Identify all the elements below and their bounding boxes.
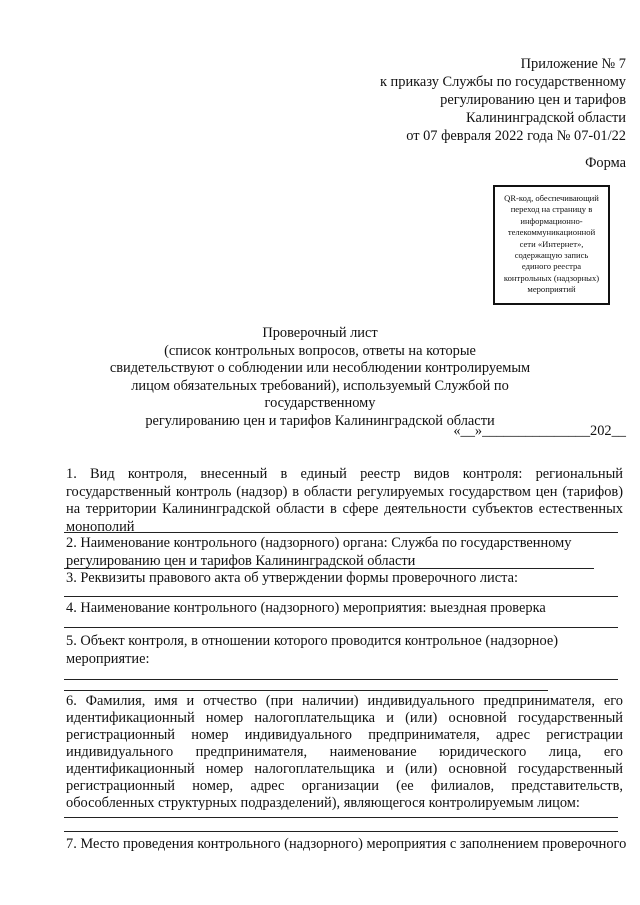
separator-line (64, 532, 618, 533)
title-line-4: лицом обязательных требований), используемый Службой по государственному (131, 377, 509, 411)
header-region: Калининградской области (466, 110, 626, 126)
title-line-3: свидетельствуют о соблюдении или несоблюдении контролируемым (109, 360, 531, 376)
form-label: Форма (585, 155, 626, 171)
header-order-line-2: регулированию цен и тарифов (440, 92, 626, 108)
appendix-header (380, 55, 626, 145)
item-7-event-place: 7. Место проведения контрольного (надзорного) мероприятия с заполнением проверочного (66, 836, 627, 852)
item-4-event-name: 4. Наименование контрольного (надзорного) мероприятия: выездная проверка (66, 600, 546, 616)
separator-line (64, 568, 594, 569)
title-line-5: регулированию цен и тарифов Калининградской области (145, 412, 495, 429)
fill-line[interactable] (64, 817, 618, 818)
qr-code-placeholder (493, 185, 610, 305)
header-order-line: к приказу Службы по государственному (379, 74, 626, 90)
fill-line[interactable] (64, 679, 618, 680)
item-2-control-body: 2. Наименование контрольного (надзорного) органа: Служба по государственному регулированию цен и тарифов Калининградской области (66, 535, 572, 569)
item-6-controlled-person: 6. Фамилия, имя и отчество (при наличии) индивидуального предпринимателя, его идентификационный номер налогоплательщика и (или) основной государственный регистрационный номер индивидуального предпринимателя, адрес регистрации индивидуального предпринимателя, наименование юридического лица, его идентификационный номер налогоплательщика и (или) основной государственный регистрационный номер, адрес организации (ее филиалов, представительств, обособленных структурных подразделений), являющегося контролируемым лицом: (66, 693, 623, 811)
fill-line[interactable] (64, 596, 618, 597)
separator-line (64, 627, 618, 628)
title-main: Проверочный лист (262, 325, 378, 341)
header-order-date: от 07 февраля 2022 года № 07-01/22 (406, 128, 626, 144)
date-field[interactable]: «__»_______________202__ (453, 423, 626, 439)
qr-code-caption: QR-код, обеспечивающий переход на страницу в информационно-телекоммуникационной сети «Интернет», содержащую запись единого реестра контрольных (надзорных) мероприятий (503, 193, 600, 295)
item-1-control-type: 1. Вид контроля, внесенный в единый реестр видов контроля: региональный государственный контроль (надзор) в области регулируемых государством цен (тарифов) на территории Калининградской области в сфере деятельности субъектов естественных монополий (66, 466, 623, 535)
item-3-legal-act: 3. Реквизиты правового акта об утверждении формы проверочного листа: (66, 570, 518, 586)
item-5-control-object: 5. Объект контроля, в отношении которого проводится контрольное (надзорное) мероприятие: (66, 633, 559, 667)
header-appendix-number: Приложение № 7 (520, 56, 626, 72)
document-title (80, 325, 560, 430)
title-line-2: (список контрольных вопросов, ответы на которые (164, 342, 476, 359)
fill-line[interactable] (64, 690, 548, 691)
fill-line[interactable] (64, 831, 618, 832)
